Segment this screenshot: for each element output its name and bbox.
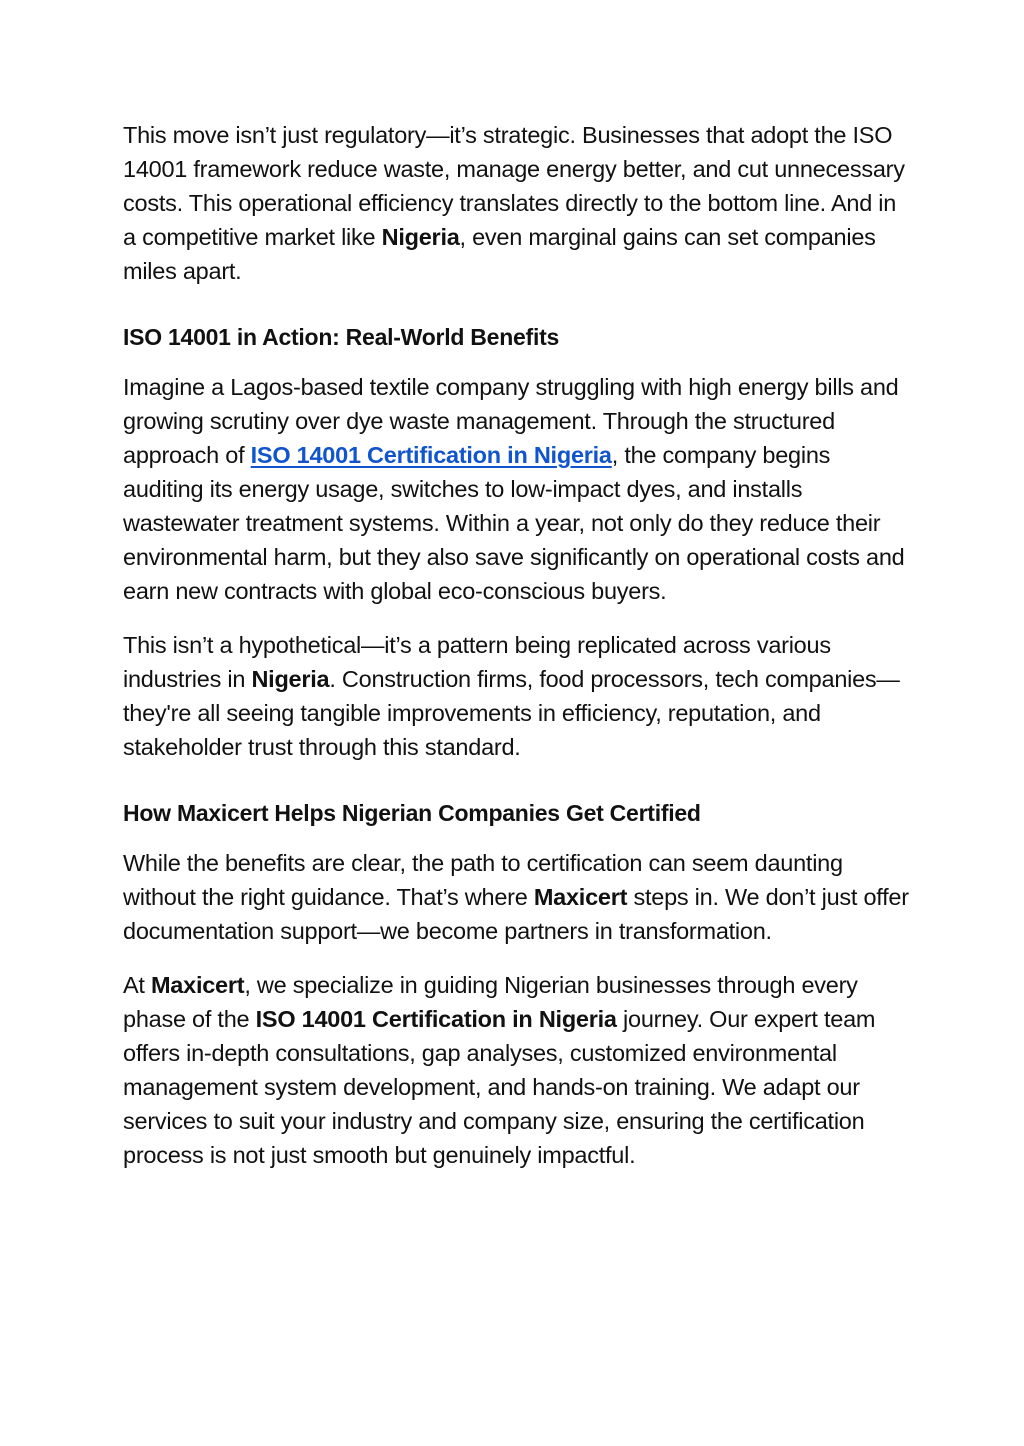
document-page — [123, 118, 913, 1192]
paragraph-text: Imagine a Lagos-based textile company struggling with high energy bills and growing scrutiny over dye waste management. Through the structured approach of — [123, 374, 899, 468]
paragraph-text: While the benefits are clear, the path to certification can seem daunting without the right guidance. That’s where — [123, 850, 843, 910]
paragraph-text: , we specialize in guiding Nigerian businesses through every phase of the — [123, 972, 858, 1032]
paragraph-text: . Construction firms, food processors, tech companies—they're all seeing tangible improvements in efficiency, reputation, and stakeholder trust through this standard. — [123, 666, 900, 760]
paragraph-maxicert-services — [123, 968, 913, 1172]
paragraph-text: , the company begins auditing its energy usage, switches to low-impact dyes, and installs wastewater treatment systems. Within a year, not only do they reduce their environmental harm, but they also save significantly on operational costs and earn new contracts with global eco-conscious buyers. — [123, 442, 905, 604]
bold-term-nigeria: Nigeria — [381, 224, 460, 250]
section-heading-maxicert-helps: How Maxicert Helps Nigerian Companies Get Certified — [123, 800, 701, 826]
bold-term-nigeria: Nigeria — [251, 666, 330, 692]
bold-term-maxicert: Maxicert — [533, 884, 628, 910]
iso-certification-link[interactable]: ISO 14001 Certification in Nigeria — [250, 442, 612, 468]
section-heading-real-world-benefits: ISO 14001 in Action: Real-World Benefits — [123, 324, 560, 350]
paragraph-text: This isn’t a hypothetical—it’s a pattern being replicated across various industries in — [123, 632, 831, 692]
bold-term-maxicert: Maxicert — [150, 972, 245, 998]
paragraph-text: , even marginal gains can set companies miles apart. — [123, 224, 876, 284]
paragraph-text: This move isn’t just regulatory—it’s strategic. Businesses that adopt the ISO 14001 framework reduce waste, manage energy better, and cut unnecessary costs. This operational efficiency translates directly to the bottom line. And in a competitive market like — [123, 122, 905, 250]
paragraph-lagos-example — [123, 370, 913, 608]
paragraph-guidance — [123, 846, 913, 948]
paragraph-strategic-move — [123, 118, 913, 288]
paragraph-text: At — [123, 972, 151, 998]
paragraph-text: steps in. We don’t just offer documentation support—we become partners in transformation. — [123, 884, 909, 944]
paragraph-text: journey. Our expert team offers in-depth consultations, gap analyses, customized environmental management system development, and hands-on training. We adapt our services to suit your industry and company size, ensuring the certification process is not just smooth but genuinely impactful. — [123, 1006, 876, 1168]
bold-term-iso-certification: ISO 14001 Certification in Nigeria — [255, 1006, 617, 1032]
paragraph-industry-pattern — [123, 628, 913, 764]
